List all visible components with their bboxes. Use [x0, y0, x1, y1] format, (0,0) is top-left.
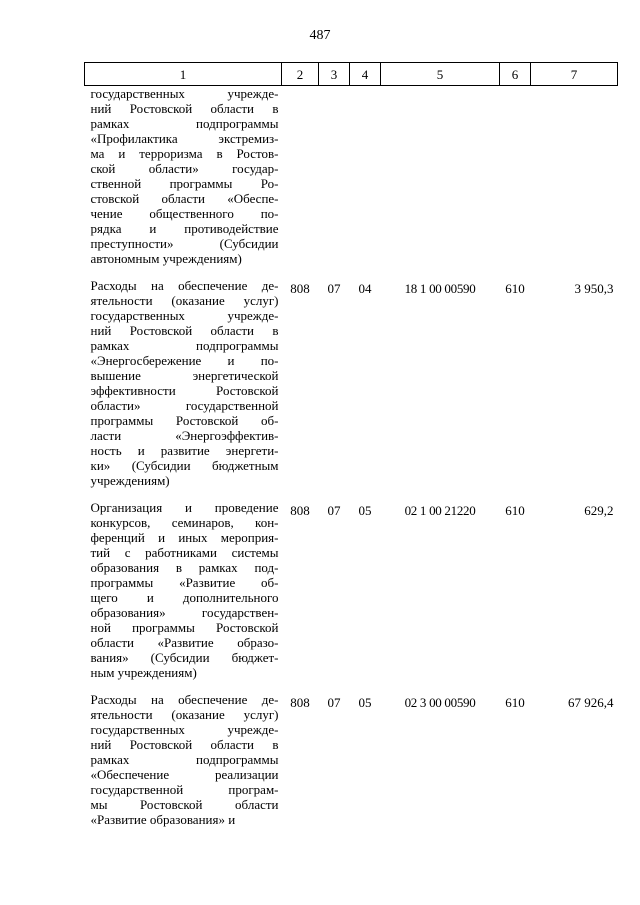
target-article-code: 02 1 00 21220	[404, 503, 476, 518]
table-row	[85, 86, 618, 279]
description-line: конкурсов, семинаров, кон-	[90, 515, 279, 530]
row-description	[85, 278, 282, 500]
expense-type-code: 610	[505, 281, 525, 296]
section-code: 07	[327, 695, 341, 710]
description-line: учреждениям)	[90, 473, 170, 488]
description-line: вания» (Субсидии бюджет-	[90, 650, 279, 665]
table-body	[85, 86, 618, 840]
description-line: мы Ростовской области	[90, 797, 279, 812]
subsection-code: 04	[358, 281, 372, 296]
description-line: тий с работниками системы	[90, 545, 279, 560]
ministry-code: 808	[290, 281, 310, 296]
description-line: щего и дополнительного	[90, 590, 279, 605]
description-line: программы «Развитие об-	[90, 575, 279, 590]
description-line: государственных учрежде-	[90, 86, 279, 101]
description-line: ной программы Ростовской	[90, 620, 279, 635]
description-line: вышение энергетической	[90, 368, 279, 383]
description-line: автономным учреждениям)	[90, 251, 242, 266]
description-line: Организация и проведение	[90, 500, 279, 515]
description-line: области» государственной	[90, 398, 279, 413]
expense-type-code	[500, 86, 531, 279]
description-line: ятельности (оказание услуг)	[90, 293, 279, 308]
description-line: Расходы на обеспечение де-	[90, 692, 279, 707]
header-col-6: 6	[500, 63, 531, 86]
expense-type-code: 610	[505, 695, 525, 710]
header-col-5: 5	[381, 63, 500, 86]
ministry-code: 808	[290, 695, 310, 710]
section-code	[319, 86, 350, 279]
subsection-code: 05	[358, 503, 372, 518]
target-article-code: 02 3 00 00590	[404, 695, 476, 710]
target-article-code	[381, 86, 500, 279]
description-line: ственной программы Ро-	[90, 176, 279, 191]
description-line: ний Ростовской области в	[90, 323, 279, 338]
description-line: преступности» (Субсидии	[90, 236, 279, 251]
description-line: рамках подпрограммы	[90, 116, 279, 131]
description-line: Расходы на обеспечение де-	[90, 278, 279, 293]
description-line: рамках подпрограммы	[90, 752, 279, 767]
table-row	[85, 692, 618, 839]
row-description	[85, 500, 282, 692]
description-line: образования» государствен-	[90, 605, 279, 620]
ministry-code	[282, 86, 319, 279]
description-line: чение общественного по-	[90, 206, 279, 221]
description-line: ность и развитие энергети-	[90, 443, 279, 458]
table-row	[85, 278, 618, 500]
table-row	[85, 500, 618, 692]
header-col-2: 2	[282, 63, 319, 86]
description-line: ний Ростовской области в	[90, 101, 279, 116]
description-line: «Развитие образования» и	[90, 812, 236, 827]
amount: 629,2	[584, 503, 614, 518]
row-description	[85, 692, 282, 839]
description-line: «Энергосбережение и по-	[90, 353, 279, 368]
expense-type-code: 610	[505, 503, 525, 518]
description-line: образования в рамках под-	[90, 560, 279, 575]
target-article-code: 18 1 00 00590	[404, 281, 476, 296]
description-line: ным учреждениям)	[90, 665, 197, 680]
section-code: 07	[327, 503, 341, 518]
description-line: ласти «Энергоэффектив-	[90, 428, 279, 443]
description-line: ки» (Субсидии бюджетным	[90, 458, 279, 473]
description-line: ской области» государ-	[90, 161, 279, 176]
description-line: программы Ростовской об-	[90, 413, 279, 428]
description-line: государственных учрежде-	[90, 722, 279, 737]
description-line: рядка и противодействие	[90, 221, 279, 236]
section-code: 07	[327, 281, 341, 296]
description-line: «Обеспечение реализации	[90, 767, 279, 782]
subsection-code	[350, 86, 381, 279]
amount	[531, 86, 618, 279]
header-col-7: 7	[531, 63, 618, 86]
description-line: ний Ростовской области в	[90, 737, 279, 752]
description-line: государственной програм-	[90, 782, 279, 797]
amount: 67 926,4	[568, 695, 614, 710]
description-line: «Профилактика экстремиз-	[90, 131, 279, 146]
description-line: рамках подпрограммы	[90, 338, 279, 353]
description-line: эффективности Ростовской	[90, 383, 279, 398]
description-line: области «Развитие образо-	[90, 635, 279, 650]
description-line: государственных учрежде-	[90, 308, 279, 323]
budget-table	[84, 62, 618, 839]
page-number: 487	[309, 28, 331, 43]
amount: 3 950,3	[574, 281, 614, 296]
description-line: стовской области «Обеспе-	[90, 191, 279, 206]
header-col-4: 4	[350, 63, 381, 86]
header-row	[85, 63, 618, 86]
header-col-1: 1	[85, 63, 282, 86]
subsection-code: 05	[358, 695, 372, 710]
description-line: ятельности (оказание услуг)	[90, 707, 279, 722]
description-line: ма и терроризма в Ростов-	[90, 146, 279, 161]
description-line: ференций и иных мероприя-	[90, 530, 279, 545]
header-col-3: 3	[319, 63, 350, 86]
ministry-code: 808	[290, 503, 310, 518]
row-description	[85, 86, 282, 279]
